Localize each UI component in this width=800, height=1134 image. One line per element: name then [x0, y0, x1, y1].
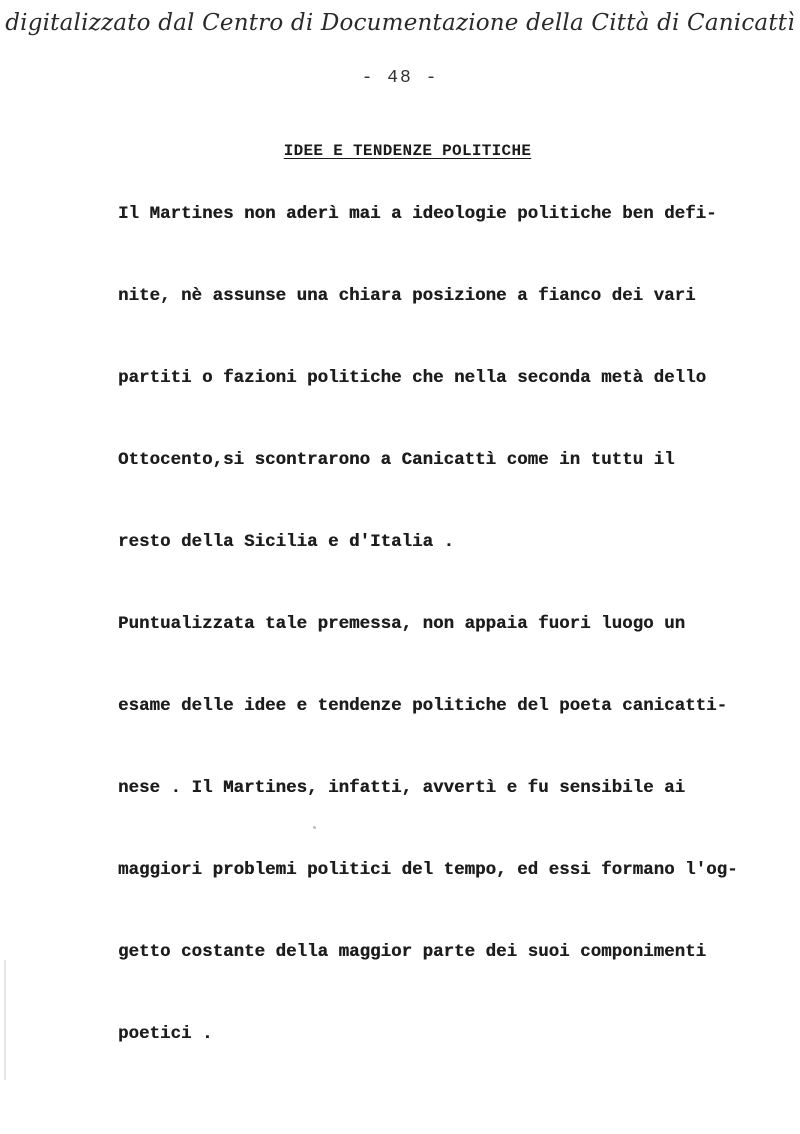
- text-line: esame delle idee e tendenze politiche del poeta canicatti-: [118, 696, 728, 716]
- text-line: nese . Il Martines, infatti, avvertì e fu sensibile ai: [118, 778, 686, 798]
- text-line: poetici .: [118, 1024, 213, 1044]
- text-line: Ottocento,si scontrarono a Canicattì come in tuttu il: [118, 450, 675, 470]
- text-line: Il Martines non aderì mai a ideologie politiche ben defi-: [118, 204, 717, 224]
- text-line: resto della Sicilia e d'Italia .: [118, 532, 455, 552]
- text-line: getto costante della maggior parte dei suoi componimenti: [118, 942, 707, 962]
- scan-edge-mark: [4, 960, 6, 1080]
- text-line: maggiori problemi politici del tempo, ed essi formano l'og-: [118, 860, 738, 880]
- text-line: nite, nè assunse una chiara posizione a fianco dei vari: [118, 286, 696, 306]
- body-text: [118, 200, 758, 1102]
- scan-speck: [313, 826, 316, 829]
- digitization-watermark: digitalizzato dal Centro di Documentazione della Città di Canicattì: [5, 10, 795, 36]
- text-line: partiti o fazioni politiche che nella seconda metà dello: [118, 368, 707, 388]
- page-number: - 48 -: [361, 68, 439, 88]
- text-line: Puntualizzata tale premessa, non appaia fuori luogo un: [118, 614, 686, 634]
- section-title: IDEE E TENDENZE POLITICHE: [283, 142, 532, 160]
